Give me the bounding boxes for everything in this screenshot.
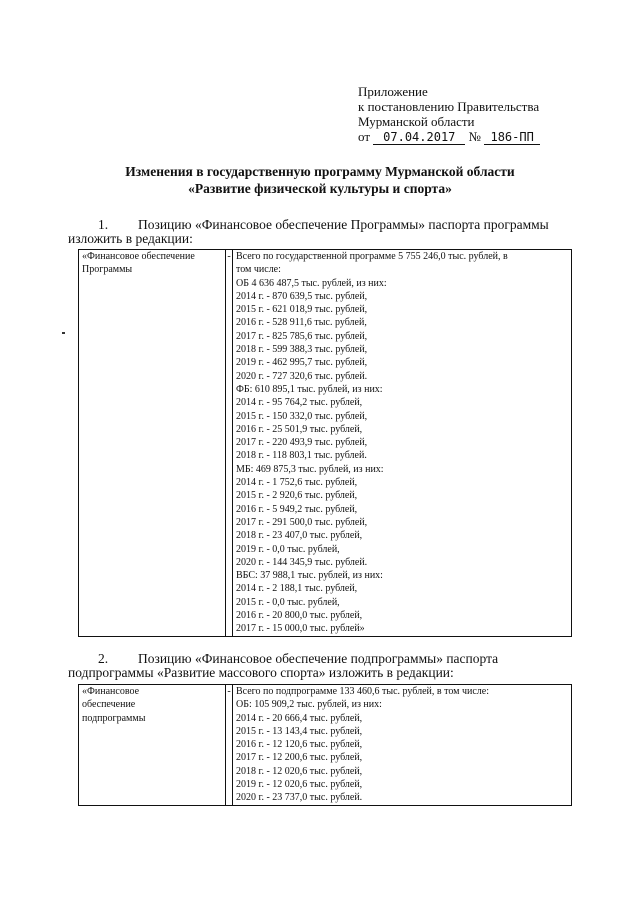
subprogram-finance-table bbox=[78, 684, 572, 806]
finance-line: 2016 г. - 12 120,6 тыс. рублей, bbox=[236, 739, 363, 751]
program-finance-table bbox=[78, 249, 572, 637]
paragraph-2 bbox=[68, 652, 588, 680]
subprogram-finance-values bbox=[233, 685, 572, 806]
finance-line: 2019 г. - 462 995,7 тыс. рублей, bbox=[236, 357, 368, 369]
appendix-line-2: к постановлению Правительства bbox=[358, 99, 540, 114]
finance-line: 2017 г. - 12 200,6 тыс. рублей, bbox=[236, 752, 363, 764]
paragraph-2-number: 2. bbox=[98, 651, 109, 666]
label-line: «Финансовое bbox=[82, 686, 140, 697]
paragraph-1-text-1: Позицию «Финансовое обеспечение Программы» паспорта программы bbox=[138, 217, 549, 232]
scan-mark bbox=[62, 332, 65, 334]
subprogram-finance-dash: - bbox=[226, 685, 233, 806]
finance-line: 2017 г. - 15 000,0 тыс. рублей» bbox=[236, 623, 365, 635]
finance-line: 2018 г. - 599 388,3 тыс. рублей, bbox=[236, 344, 368, 356]
title-line-1: Изменения в государственную программу Мурманской области bbox=[125, 164, 515, 179]
finance-line: МБ: 469 875,3 тыс. рублей, из них: bbox=[236, 463, 384, 475]
finance-line: том числе: bbox=[236, 264, 281, 276]
appendix-date-line bbox=[358, 129, 540, 145]
finance-line: 2015 г. - 150 332,0 тыс. рублей, bbox=[236, 410, 368, 422]
label-line: подпрограммы bbox=[82, 712, 146, 724]
decree-date: 07.04.2017 bbox=[373, 131, 465, 145]
finance-line: Всего по подпрограмме 133 460,6 тыс. рублей, в том числе: bbox=[236, 686, 490, 697]
finance-line: 2015 г. - 13 143,4 тыс. рублей, bbox=[236, 725, 363, 737]
finance-line: ОБ: 105 909,2 тыс. рублей, из них: bbox=[236, 699, 382, 711]
finance-line: 2018 г. - 118 803,1 тыс. рублей. bbox=[236, 450, 367, 462]
finance-line: 2015 г. - 621 018,9 тыс. рублей, bbox=[236, 304, 368, 316]
appendix-header bbox=[358, 84, 540, 145]
document-title bbox=[0, 163, 640, 197]
finance-line: 2014 г. - 95 764,2 тыс. рублей, bbox=[236, 397, 363, 409]
finance-line: 2018 г. - 12 020,6 тыс. рублей, bbox=[236, 765, 363, 777]
finance-line: 2016 г. - 528 911,6 тыс. рублей, bbox=[236, 317, 367, 329]
finance-line: ВБС: 37 988,1 тыс. рублей, из них: bbox=[236, 570, 383, 582]
finance-line: 2019 г. - 12 020,6 тыс. рублей, bbox=[236, 779, 363, 791]
finance-line: 2020 г. - 727 320,6 тыс. рублей. bbox=[236, 370, 368, 382]
paragraph-2-text-2: подпрограммы «Развитие массового спорта» изложить в редакции: bbox=[68, 665, 454, 680]
finance-line: 2014 г. - 2 188,1 тыс. рублей, bbox=[236, 583, 358, 595]
finance-line: 2014 г. - 20 666,4 тыс. рублей, bbox=[236, 712, 363, 724]
finance-line: 2015 г. - 2 920,6 тыс. рублей, bbox=[236, 490, 358, 502]
decree-number: 186-ПП bbox=[484, 131, 540, 145]
from-label: от bbox=[358, 129, 371, 144]
finance-line: ОБ 4 636 487,5 тыс. рублей, из них: bbox=[236, 277, 387, 289]
subprogram-finance-label bbox=[79, 685, 226, 806]
finance-line: ФБ: 610 895,1 тыс. рублей, из них: bbox=[236, 383, 383, 395]
finance-line: Всего по государственной программе 5 755 246,0 тыс. рублей, в bbox=[236, 251, 508, 262]
finance-line: 2016 г. - 5 949,2 тыс. рублей, bbox=[236, 503, 358, 515]
paragraph-1-text-2: изложить в редакции: bbox=[68, 231, 193, 246]
finance-line: 2018 г. - 23 407,0 тыс. рублей, bbox=[236, 530, 363, 542]
finance-line: 2016 г. - 25 501,9 тыс. рублей, bbox=[236, 423, 363, 435]
appendix-line-1: Приложение bbox=[358, 84, 428, 99]
finance-line: 2014 г. - 870 639,5 тыс. рублей, bbox=[236, 290, 368, 302]
finance-line: 2017 г. - 291 500,0 тыс. рублей, bbox=[236, 516, 368, 528]
finance-line: 2019 г. - 0,0 тыс. рублей, bbox=[236, 543, 340, 555]
title-line-2: «Развитие физической культуры и спорта» bbox=[188, 181, 452, 196]
finance-line: 2017 г. - 825 785,6 тыс. рублей, bbox=[236, 330, 368, 342]
appendix-line-3: Мурманской области bbox=[358, 114, 475, 129]
program-finance-values bbox=[233, 250, 572, 637]
finance-line: 2020 г. - 23 737,0 тыс. рублей. bbox=[236, 792, 363, 804]
paragraph-2-text-1: Позицию «Финансовое обеспечение подпрограммы» паспорта bbox=[138, 651, 499, 666]
finance-line: 2015 г. - 0,0 тыс. рублей, bbox=[236, 596, 340, 608]
label-line: обеспечение bbox=[82, 699, 136, 711]
paragraph-1 bbox=[68, 218, 588, 246]
finance-line: 2016 г. - 20 800,0 тыс. рублей, bbox=[236, 610, 363, 622]
number-label: № bbox=[468, 129, 481, 144]
finance-line: 2014 г. - 1 752,6 тыс. рублей, bbox=[236, 477, 358, 489]
program-finance-dash: - bbox=[226, 250, 233, 637]
finance-line: 2017 г. - 220 493,9 тыс. рублей, bbox=[236, 437, 368, 449]
finance-line: 2020 г. - 144 345,9 тыс. рублей. bbox=[236, 556, 368, 568]
paragraph-1-number: 1. bbox=[98, 217, 109, 232]
program-finance-label: «Финансовое обеспечение Программы bbox=[79, 250, 226, 637]
